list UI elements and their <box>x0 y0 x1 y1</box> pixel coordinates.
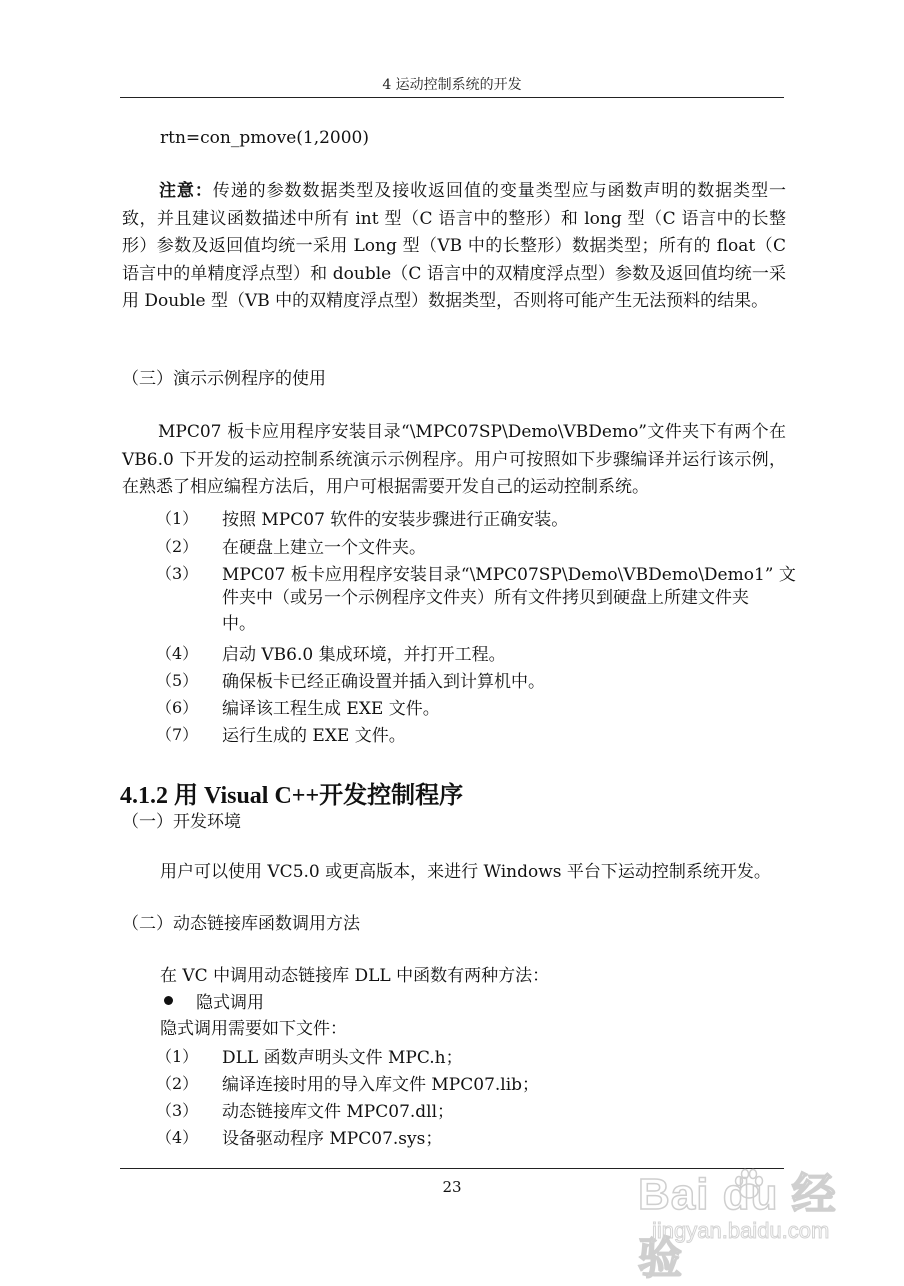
note-label: 注意： <box>158 181 213 201</box>
step-number: （7） <box>156 725 199 744</box>
running-header: 4 运动控制系统的开发 <box>382 77 522 93</box>
note-paragraph <box>122 178 786 316</box>
step-text: 编译该工程生成 EXE 文件。 <box>222 699 440 719</box>
environment-text: 用户可以使用 VC5.0 或更高版本，来进行 Windows 平台下运动控制系统开发。 <box>160 862 771 882</box>
subheading-dll-methods: （二）动态链接库函数调用方法 <box>122 914 360 934</box>
bullet-icon <box>164 996 173 1005</box>
header-rule <box>120 97 784 98</box>
file-item: 设备驱动程序 MPC07.sys； <box>222 1129 443 1149</box>
baidu-jingyan-watermark <box>638 1158 858 1283</box>
step-number: （4） <box>156 644 199 663</box>
files-intro-text: 隐式调用需要如下文件： <box>160 1019 347 1039</box>
watermark-url: jingyan.baidu.com <box>652 1218 830 1243</box>
watermark-brand: Bai du 经验 <box>638 1170 837 1283</box>
page-number: 23 <box>442 1178 462 1196</box>
step-number: （5） <box>156 671 199 690</box>
file-item: DLL 函数声明头文件 MPC.h； <box>222 1048 463 1068</box>
section-heading-demo: （三）演示示例程序的使用 <box>122 369 326 389</box>
file-number: （2） <box>156 1074 199 1093</box>
demo-intro-text: MPC07 板卡应用程序安装目录“\MPC07SP\Demo\VBDemo”文件夹下有两个在 VB6.0 下开发的运动控制系统演示示例程序。用户可按照如下步骤编译并运行该示例，在熟悉了相应编程方法后，用户可根据需要开发自己的运动控制系统。 <box>122 422 786 497</box>
step-number: （3） <box>156 564 199 583</box>
file-number: （4） <box>156 1128 199 1147</box>
subheading-environment: （一）开发环境 <box>122 812 241 832</box>
methods-intro-text: 在 VC 中调用动态链接库 DLL 中函数有两种方法： <box>160 966 550 986</box>
file-item: 编译连接时用的导入库文件 MPC07.lib； <box>222 1075 540 1095</box>
demo-intro-paragraph <box>122 419 786 502</box>
bullet-item: 隐式调用 <box>196 993 264 1013</box>
file-number: （1） <box>156 1047 199 1066</box>
step-text-continued: 件夹中（或另一个示例程序文件夹）所有文件拷贝到硬盘上所建文件夹 <box>222 588 749 608</box>
step-number: （6） <box>156 698 199 717</box>
section-heading-vc: 4.1.2 用 Visual C++开发控制程序 <box>120 783 464 809</box>
step-text: 启动 VB6.0 集成环境，并打开工程。 <box>222 645 506 665</box>
code-line: rtn=con_pmove(1,2000) <box>160 128 370 148</box>
step-number: （1） <box>156 509 199 528</box>
step-text: 在硬盘上建立一个文件夹。 <box>222 538 426 558</box>
file-number: （3） <box>156 1101 199 1120</box>
step-text: 按照 MPC07 软件的安装步骤进行正确安装。 <box>222 510 569 530</box>
step-text: 确保板卡已经正确设置并插入到计算机中。 <box>222 672 545 692</box>
step-text: MPC07 板卡应用程序安装目录“\MPC07SP\Demo\VBDemo\Demo1” 文 <box>222 565 796 585</box>
note-text: 传递的参数数据类型及接收返回值的变量类型应与函数声明的数据类型一致，并且建议函数描述中所有 int 型（C 语言中的整形）和 long 型（C 语言中的长整形）参数及返回值均统一采用 Long 型（VB 中的长整形）数据类型；所有的 float（C 语言中的单精度浮点型）和 double（C 语言中的双精度浮点型）参数及返回值均统一采用 Double 型（VB 中的双精度浮点型）数据类型，否则将可能产生无法预料的结果。 <box>122 181 787 311</box>
file-item: 动态链接库文件 MPC07.dll； <box>222 1102 455 1122</box>
step-number: （2） <box>156 537 199 556</box>
step-text: 运行生成的 EXE 文件。 <box>222 726 406 746</box>
step-text-continued: 中。 <box>222 614 256 634</box>
